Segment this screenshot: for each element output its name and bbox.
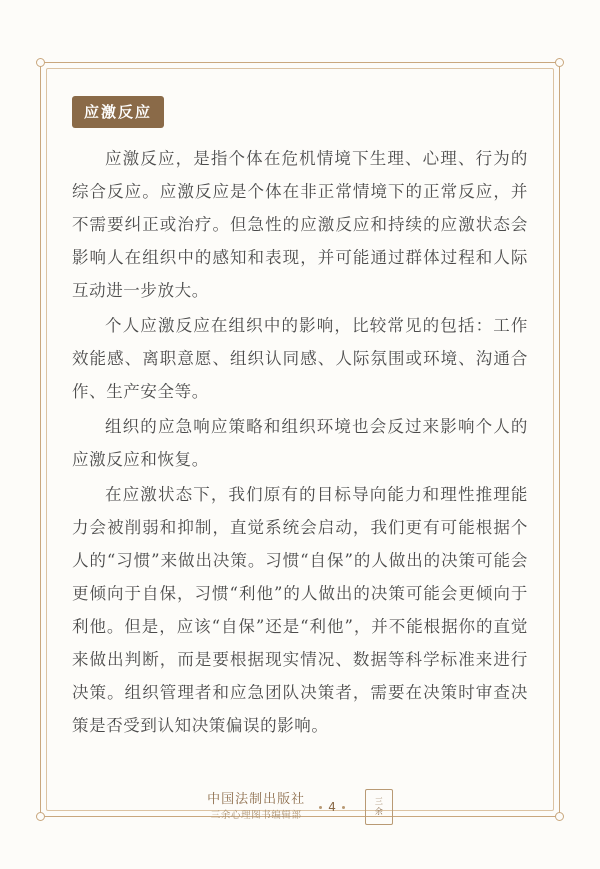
paragraph: 个人应激反应在组织中的影响，比较常见的包括：工作效能感、离职意愿、组织认同感、人际氛围或环境、沟通合作、生产安全等。: [72, 316, 528, 401]
publisher-department: 三余心理图书编辑部: [210, 810, 302, 822]
paragraph: 组织的应急响应策略和组织环境也会反过来影响个人的应激反应和恢复。: [72, 417, 528, 469]
section-heading-tag: 应激反应: [72, 96, 164, 128]
page-number-block: [319, 800, 345, 814]
body-text: [72, 142, 528, 742]
corner-ornament-top-left: [36, 58, 45, 67]
publisher-block: [207, 791, 305, 823]
paragraph: 在应激状态下，我们原有的目标导向能力和理性推理能力会被削弱和抑制，直觉系统会启动，我们更有可能根据个人的“习惯”来做出决策。习惯“自保”的人做出的决策可能会更倾向于自保，习惯“利他”的人做出的决策可能会更倾向于利他。但是，应该“自保”还是“利他”，并不能根据你的直觉来做出判断，而是要根据现实情况、数据等科学标准来进行决策。组织管理者和应急团队决策者，需要在决策时审查决策是否受到认知决策偏误的影响。: [72, 485, 528, 735]
page-number: 4: [328, 800, 336, 814]
colophon-seal: [365, 789, 393, 825]
colophon-line-2: 余: [374, 807, 383, 816]
page-content: [72, 96, 528, 744]
dot-ornament-right: [342, 806, 345, 809]
publisher-name: 中国法制出版社: [207, 791, 306, 807]
page-footer: [0, 789, 600, 825]
dot-ornament-left: [319, 806, 322, 809]
corner-ornament-top-right: [555, 58, 564, 67]
paragraph: 应激反应，是指个体在危机情境下生理、心理、行为的综合反应。应激反应是个体在非正常情境下的正常反应，并不需要纠正或治疗。但急性的应激反应和持续的应激状态会影响人在组织中的感知和表现，并可能通过群体过程和人际互动进一步放大。: [72, 149, 528, 300]
colophon-line-1: 三: [374, 797, 383, 806]
